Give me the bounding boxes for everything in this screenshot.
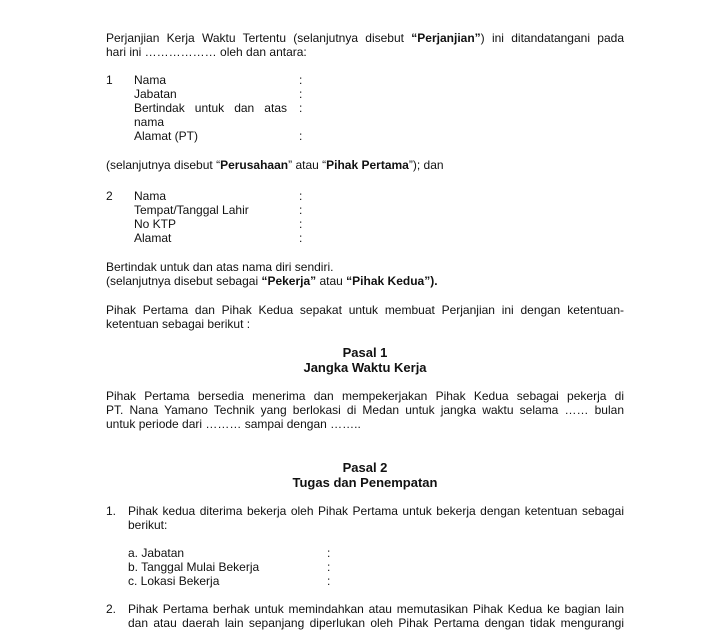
party1-alias bbox=[106, 158, 444, 172]
party2-representation: Bertindak untuk dan atas nama diri sendiri. bbox=[106, 260, 334, 274]
party1-number: 1 bbox=[106, 73, 113, 87]
perusahaan-term: Perusahaan bbox=[220, 158, 289, 172]
pekerja-term: “Pekerja” bbox=[261, 274, 317, 288]
party2-colon: : bbox=[299, 217, 303, 231]
agreement-line-2: ketentuan sebagai berikut : bbox=[106, 317, 251, 331]
subitem-colon: : bbox=[327, 574, 331, 588]
pasal2-item1-number: 1. bbox=[106, 504, 117, 518]
intro-text: Perjanjian Kerja Waktu Tertentu (selanjutnya disebut bbox=[106, 31, 412, 45]
party1-field-nama-cont: nama bbox=[134, 115, 165, 129]
subitem-jabatan: a. Jabatan bbox=[128, 546, 185, 560]
subitem-colon: : bbox=[327, 546, 331, 560]
party2-field-ktp: No KTP bbox=[134, 217, 177, 231]
pasal1-line-3: untuk periode dari ……… sampai dengan …….. bbox=[106, 417, 361, 431]
alias-text: (selanjutnya disebut sebagai bbox=[106, 274, 262, 288]
pasal1-line-2: PT. Nana Yamano Technik yang berlokasi di Medan untuk jangka waktu selama …… bulan bbox=[106, 403, 624, 417]
pasal1-title: Jangka Waktu Kerja bbox=[303, 360, 427, 375]
perjanjian-term: “Perjanjian” bbox=[411, 31, 481, 45]
party2-field-ttl: Tempat/Tanggal Lahir bbox=[134, 203, 249, 217]
party2-colon: : bbox=[299, 189, 303, 203]
party1-colon: : bbox=[299, 129, 303, 143]
party2-field-alamat: Alamat bbox=[134, 231, 172, 245]
pasal1-line-1: Pihak Pertama bersedia menerima dan mempekerjakan Pihak Kedua sebagai pekerja di bbox=[106, 389, 624, 403]
pasal2-item2-line-1: Pihak Pertama berhak untuk memindahkan atau memutasikan Pihak Kedua ke bagian lain bbox=[128, 602, 624, 616]
intro-line-2: hari ini ……………… oleh dan antara: bbox=[106, 45, 307, 59]
party1-colon: : bbox=[299, 101, 303, 115]
alias-text: ”); dan bbox=[408, 158, 444, 172]
pasal2-number: Pasal 2 bbox=[342, 460, 388, 475]
party2-colon: : bbox=[299, 231, 303, 245]
pasal2-item1-line-1: Pihak kedua diterima bekerja oleh Pihak Pertama untuk bekerja dengan ketentuan sebagai bbox=[128, 504, 624, 518]
pasal2-title: Tugas dan Penempatan bbox=[292, 475, 438, 490]
pasal2-item2-number: 2. bbox=[106, 602, 117, 616]
party2-alias bbox=[106, 274, 438, 288]
party1-field-bertindak: Bertindak untuk dan atas bbox=[134, 101, 287, 115]
party1-colon: : bbox=[299, 73, 303, 87]
party1-field-nama: Nama bbox=[134, 73, 167, 87]
intro-line-1 bbox=[106, 31, 624, 45]
pihak-kedua-term: “Pihak Kedua”). bbox=[346, 274, 438, 288]
subitem-lokasi: c. Lokasi Bekerja bbox=[128, 574, 220, 588]
alias-text: (selanjutnya disebut “ bbox=[106, 158, 221, 172]
alias-text: ” atau “ bbox=[288, 158, 327, 172]
pasal2-item2-line-2: dan atau daerah lain sepanjang diperlukan oleh Pihak Pertama dengan tidak mengurangi bbox=[128, 616, 624, 630]
subitem-tanggal: b. Tanggal Mulai Bekerja bbox=[128, 560, 260, 574]
party1-field-alamat: Alamat (PT) bbox=[134, 129, 199, 143]
party2-colon: : bbox=[299, 203, 303, 217]
pasal2-item1-line-2: berikut: bbox=[128, 518, 168, 532]
subitem-colon: : bbox=[327, 560, 331, 574]
party2-field-nama: Nama bbox=[134, 189, 167, 203]
party2-number: 2 bbox=[106, 189, 113, 203]
party1-field-jabatan: Jabatan bbox=[134, 87, 177, 101]
agreement-line-1: Pihak Pertama dan Pihak Kedua sepakat untuk membuat Perjanjian ini dengan ketentuan- bbox=[106, 303, 624, 317]
party1-colon: : bbox=[299, 87, 303, 101]
intro-text-end: ) ini ditandatangani pada bbox=[480, 31, 624, 45]
pasal1-number: Pasal 1 bbox=[342, 345, 388, 360]
pihak-pertama-term: Pihak Pertama bbox=[326, 158, 409, 172]
alias-text: atau bbox=[316, 274, 347, 288]
